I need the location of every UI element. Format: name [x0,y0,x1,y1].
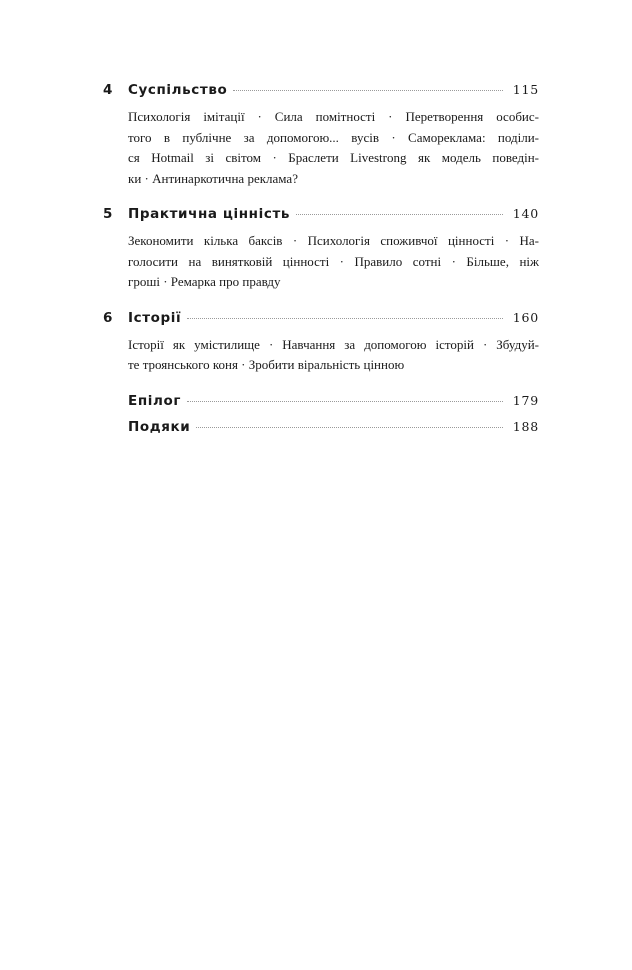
chapter-summary [128,231,539,293]
page-number: 160 [512,309,539,325]
dot-leader [296,214,503,215]
page-number: 140 [512,206,539,221]
toc-entry-header [103,419,539,441]
toc-entry-chapter-5 [103,206,539,293]
dot-leader [233,90,502,91]
dot-leader [187,401,503,402]
page-number: 188 [512,418,539,434]
chapter-number: 4 [103,82,113,98]
page-number: 115 [512,82,539,97]
chapter-number: 5 [103,206,113,222]
toc-entry-chapter-6 [103,310,539,376]
summary-line: ся Hotmail зі світом · Браслети Livestrong як модель поведін- [128,150,539,165]
summary-line: ки · Антинаркотична реклама? [128,170,298,186]
chapter-title: Практична цінність [128,206,291,222]
toc-entry-header [103,82,539,104]
chapter-title: Суспільство [128,82,228,98]
chapter-title: Історії [128,309,182,326]
chapter-number: 6 [103,309,113,326]
summary-line: голосити на винятковій цінності · Правило сотні · Більше, ніж [128,253,539,269]
summary-line: те троянського коня · Зробити віральність цінною [128,357,405,372]
summary-line: гроші · Ремарка про правду [128,274,281,289]
summary-line: Історії як умістилище · Навчання за допомогою історій · Збудуй- [128,336,539,352]
summary-line: Зекономити кілька баксів · Психологія споживчої цінності · На- [128,233,539,248]
dot-leader [187,318,502,319]
table-of-contents [103,82,539,445]
toc-entry-chapter-4 [103,82,539,189]
section-title: Подяки [128,418,191,435]
page-number: 179 [512,392,539,408]
toc-entry-header [103,310,539,332]
toc-entry-header [103,393,539,415]
dot-leader [196,427,502,428]
toc-entry-header [103,206,539,228]
section-title: Епілог [128,392,181,409]
chapter-summary [128,335,539,376]
summary-line: Психологія імітації · Сила помітності · Перетворення особис- [128,109,539,124]
chapter-summary [128,107,539,189]
summary-line: того в публічне за допомогою... вусів · Самореклама: поділи- [128,129,539,145]
toc-entry-epilogue [103,393,539,415]
toc-entry-acknowledgements [103,419,539,441]
